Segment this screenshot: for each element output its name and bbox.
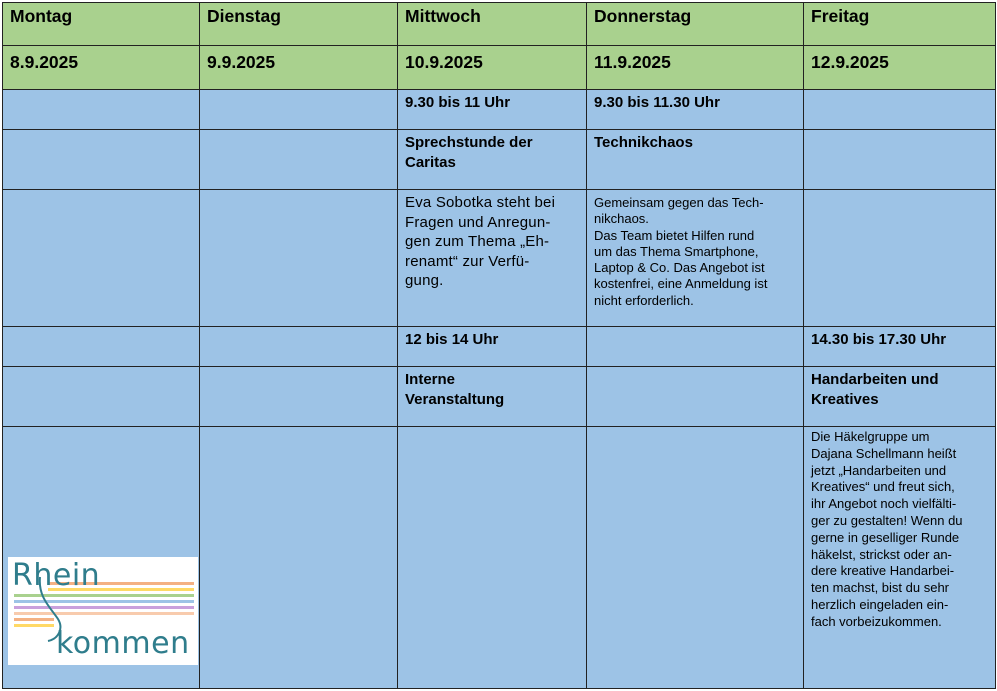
day-monday: Montag xyxy=(3,3,200,46)
rheinkommen-logo xyxy=(8,557,198,665)
logo-text-top: Rhein xyxy=(12,558,101,593)
cell-empty xyxy=(3,130,200,190)
morning-title-row xyxy=(3,130,996,190)
description-line: häkelst, strickst oder an- xyxy=(811,546,952,562)
cell-empty xyxy=(200,367,398,427)
description-line: dere kreative Handarbei- xyxy=(811,563,955,579)
cell-empty xyxy=(3,367,200,427)
date-row xyxy=(3,46,996,90)
description-line: ger zu gestalten! Wenn du xyxy=(811,512,963,528)
event-title: Technikchaos xyxy=(587,130,804,190)
description-line: Das Team bietet Hilfen rund xyxy=(594,227,755,243)
description-line: gung. xyxy=(405,272,444,289)
event-description xyxy=(587,190,804,327)
description-line: renamt“ zur Verfü- xyxy=(405,252,530,270)
cell-empty xyxy=(398,427,587,689)
date-thursday: 11.9.2025 xyxy=(587,46,804,90)
date-wednesday: 10.9.2025 xyxy=(398,46,587,90)
cell-empty xyxy=(804,90,996,130)
description-line: gen zum Thema „Eh- xyxy=(405,233,550,250)
cell-empty xyxy=(587,327,804,367)
event-title-line: Veranstaltung xyxy=(405,391,505,408)
day-thursday: Donnerstag xyxy=(587,3,804,46)
event-time: 12 bis 14 Uhr xyxy=(398,327,587,367)
description-line: Laptop & Co. Das Angebot ist xyxy=(594,260,765,276)
cell-empty xyxy=(587,427,804,689)
morning-description-row xyxy=(3,190,996,327)
day-friday: Freitag xyxy=(804,3,996,46)
date-friday: 12.9.2025 xyxy=(804,46,996,90)
description-line: nikchaos. xyxy=(594,211,649,227)
date-tuesday: 9.9.2025 xyxy=(200,46,398,90)
day-tuesday: Dienstag xyxy=(200,3,398,46)
cell-empty xyxy=(200,427,398,689)
date-monday: 8.9.2025 xyxy=(3,46,200,90)
event-time: 9.30 bis 11.30 Uhr xyxy=(587,90,804,130)
cell-empty xyxy=(200,130,398,190)
cell-empty xyxy=(200,327,398,367)
description-line: ihr Angebot noch vielfälti- xyxy=(811,496,957,512)
event-title xyxy=(398,367,587,427)
event-title-line: Kreatives xyxy=(811,391,879,408)
event-description xyxy=(398,190,587,327)
weekday-header-row xyxy=(3,3,996,46)
event-title-line: Caritas xyxy=(405,154,456,171)
midday-time-row xyxy=(3,327,996,367)
event-title-line: Handarbeiten und xyxy=(811,371,939,388)
description-line: Fragen und Anregun- xyxy=(405,213,551,231)
logo-text-bottom: kommen xyxy=(56,626,190,661)
cell-empty xyxy=(804,190,996,327)
morning-time-row xyxy=(3,90,996,130)
description-line: Kreatives“ und freut sich, xyxy=(811,479,955,495)
description-line: kostenfrei, eine Anmeldung ist xyxy=(594,276,768,292)
description-line: Die Häkelgruppe um xyxy=(811,429,930,444)
description-line: Eva Sobotka steht bei xyxy=(405,194,556,211)
event-title xyxy=(398,130,587,190)
description-line: fach vorbeizukommen. xyxy=(811,613,942,629)
cell-empty xyxy=(200,190,398,327)
midday-title-row xyxy=(3,367,996,427)
event-time: 9.30 bis 11 Uhr xyxy=(398,90,587,130)
description-line: um das Thema Smartphone, xyxy=(594,243,759,259)
event-title xyxy=(804,367,996,427)
description-line: Gemeinsam gegen das Tech- xyxy=(594,195,764,210)
cell-empty xyxy=(3,90,200,130)
description-line: ten machst, bist du sehr xyxy=(811,580,950,596)
description-line: Dajana Schellmann heißt xyxy=(811,445,957,461)
day-wednesday: Mittwoch xyxy=(398,3,587,46)
description-line: jetzt „Handarbeiten und xyxy=(811,462,947,478)
event-title-line: Sprechstunde der xyxy=(405,134,533,151)
description-line: nicht erforderlich. xyxy=(594,292,694,308)
description-line: gerne in geselliger Runde xyxy=(811,529,960,545)
cell-empty xyxy=(587,367,804,427)
event-description xyxy=(804,427,996,689)
cell-empty xyxy=(804,130,996,190)
description-line: herzlich eingeladen ein- xyxy=(811,596,949,612)
cell-empty xyxy=(3,190,200,327)
event-title-line: Interne xyxy=(405,371,456,388)
event-time: 14.30 bis 17.30 Uhr xyxy=(804,327,996,367)
cell-empty xyxy=(3,327,200,367)
cell-empty xyxy=(200,90,398,130)
